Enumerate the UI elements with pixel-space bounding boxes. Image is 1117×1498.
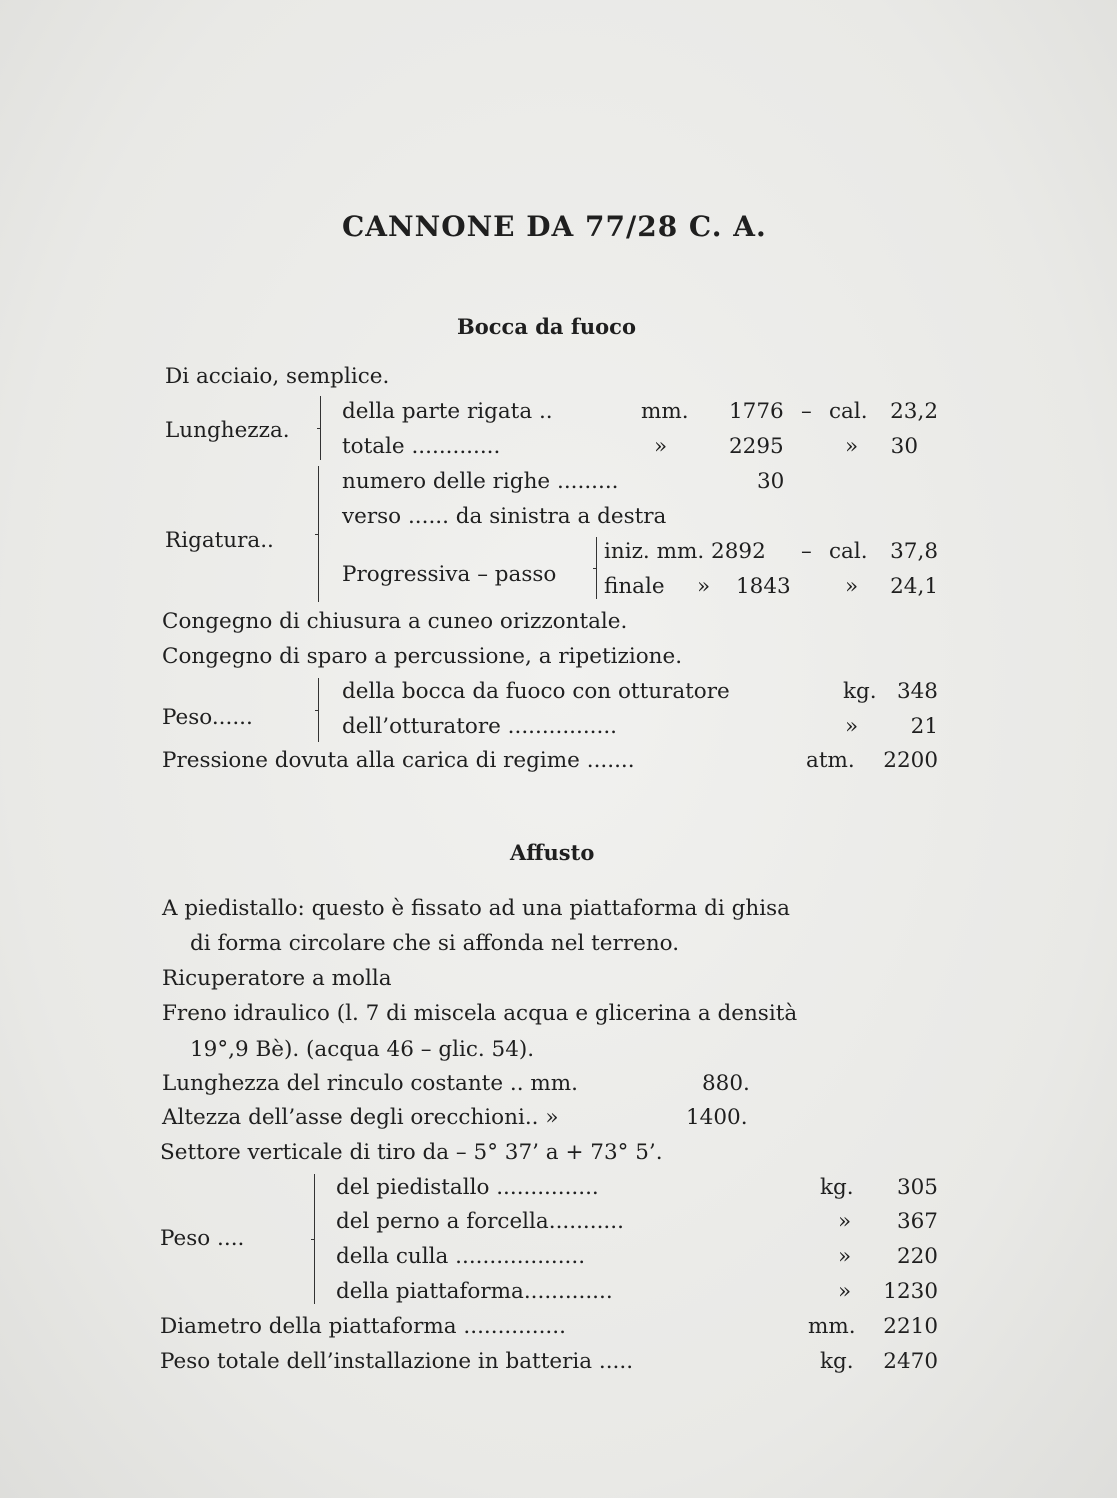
peso-bocca-row2-value: 21 xyxy=(910,714,938,739)
lunghezza-label: Lunghezza. xyxy=(165,418,290,443)
peso-totale-unit: kg. xyxy=(820,1349,854,1374)
lunghezza-row2-cal-label: » xyxy=(845,434,859,459)
peso-affusto-row-unit: » xyxy=(838,1209,852,1234)
diametro-value: 2210 xyxy=(883,1314,938,1339)
lunghezza-row1-cal-label: cal. xyxy=(829,399,868,424)
progressiva-finale-desc: finale xyxy=(604,574,665,599)
rigatura-brace xyxy=(318,466,319,602)
lunghezza-row2-desc: totale ............. xyxy=(342,434,501,459)
settore-line: Settore verticale di tiro da – 5° 37’ a + 73° 5’. xyxy=(160,1140,663,1165)
peso-bocca-label: Peso...... xyxy=(162,705,253,730)
lunghezza-row1-cal: 23,2 xyxy=(890,399,938,424)
peso-affusto-row-value: 367 xyxy=(896,1209,938,1234)
lunghezza-row2-cal: 30 xyxy=(890,434,918,459)
diametro-desc: Diametro della piattaforma ............... xyxy=(160,1314,566,1339)
peso-affusto-row-unit: » xyxy=(838,1279,852,1304)
peso-totale-desc: Peso totale dell’installazione in batteria ..... xyxy=(160,1349,634,1374)
piedistallo-line-2: di forma circolare che si affonda nel terreno. xyxy=(190,931,680,956)
rinculo-desc: Lunghezza del rinculo costante .. mm. xyxy=(162,1071,578,1096)
progressiva-finale-unit: » xyxy=(697,574,711,599)
sparo-line: Congegno di sparo a percussione, a ripetizione. xyxy=(162,644,683,669)
progressiva-iniz-sep: – xyxy=(801,539,812,564)
peso-affusto-row-desc: della piattaforma............. xyxy=(336,1279,613,1304)
peso-affusto-row-unit: kg. xyxy=(820,1175,854,1200)
rinculo-value: 880. xyxy=(702,1071,750,1096)
freno-line-2: 19°,9 Bè). (acqua 46 – glic. 54). xyxy=(190,1037,535,1062)
altezza-desc: Altezza dell’asse degli orecchioni.. » xyxy=(162,1105,559,1130)
piedistallo-line-1: A piedistallo: questo è fissato ad una piattaforma di ghisa xyxy=(162,896,790,921)
chiusura-line: Congegno di chiusura a cuneo orizzontale. xyxy=(162,609,628,634)
progressiva-finale-cal-label: » xyxy=(845,574,859,599)
peso-affusto-row-desc: del piedistallo ............... xyxy=(336,1175,599,1200)
peso-affusto-label: Peso .... xyxy=(160,1226,245,1251)
pressione-unit: atm. xyxy=(806,748,855,773)
rigatura-righe-desc: numero delle righe ......... xyxy=(342,469,619,494)
pressione-value: 2200 xyxy=(883,748,938,773)
progressiva-brace xyxy=(596,537,597,599)
rigatura-righe-value: 30 xyxy=(757,469,785,494)
peso-bocca-row1-unit: kg. xyxy=(843,679,877,704)
peso-bocca-row1-desc: della bocca da fuoco con otturatore xyxy=(342,679,730,704)
peso-bocca-row2-unit: » xyxy=(845,714,859,739)
peso-bocca-row1-value: 348 xyxy=(896,679,938,704)
altezza-value: 1400. xyxy=(686,1105,748,1130)
progressiva-iniz-desc: iniz. mm. 2892 xyxy=(604,539,766,564)
peso-affusto-row-value: 305 xyxy=(896,1175,938,1200)
pressione-desc: Pressione dovuta alla carica di regime ....... xyxy=(162,748,635,773)
lunghezza-row2-value: 2295 xyxy=(729,434,784,459)
rigatura-label: Rigatura.. xyxy=(165,528,274,553)
peso-bocca-brace xyxy=(318,678,319,742)
material-line: Di acciaio, semplice. xyxy=(165,364,390,389)
section-heading-affusto: Affusto xyxy=(510,840,595,865)
peso-affusto-row-desc: della culla ................... xyxy=(336,1244,586,1269)
lunghezza-row1-unit: mm. xyxy=(641,399,689,424)
freno-line-1: Freno idraulico (l. 7 di miscela acqua e glicerina a densità xyxy=(162,1001,798,1026)
lunghezza-row2-unit: » xyxy=(654,434,668,459)
progressiva-iniz-cal-label: cal. xyxy=(829,539,868,564)
peso-bocca-row2-desc: dell’otturatore ................ xyxy=(342,714,618,739)
lunghezza-row1-value: 1776 xyxy=(729,399,784,424)
peso-affusto-row-desc: del perno a forcella........... xyxy=(336,1209,624,1234)
page-title: CANNONE DA 77/28 C. A. xyxy=(342,210,767,243)
section-heading-bocca: Bocca da fuoco xyxy=(457,314,636,339)
lunghezza-row1-desc: della parte rigata .. xyxy=(342,399,553,424)
progressiva-label: Progressiva – passo xyxy=(342,562,557,587)
peso-affusto-row-unit: » xyxy=(838,1244,852,1269)
progressiva-finale-cal: 24,1 xyxy=(890,574,938,599)
peso-totale-value: 2470 xyxy=(883,1349,938,1374)
diametro-unit: mm. xyxy=(808,1314,856,1339)
progressiva-iniz-cal: 37,8 xyxy=(890,539,938,564)
lunghezza-brace xyxy=(320,396,321,460)
rigatura-verso: verso ...... da sinistra a destra xyxy=(342,504,667,529)
peso-affusto-brace xyxy=(314,1174,315,1304)
lunghezza-row1-sep: – xyxy=(801,399,812,424)
ricuperatore-line: Ricuperatore a molla xyxy=(162,966,392,991)
peso-affusto-row-value: 1230 xyxy=(883,1279,938,1304)
progressiva-finale-value: 1843 xyxy=(736,574,791,599)
peso-affusto-row-value: 220 xyxy=(896,1244,938,1269)
